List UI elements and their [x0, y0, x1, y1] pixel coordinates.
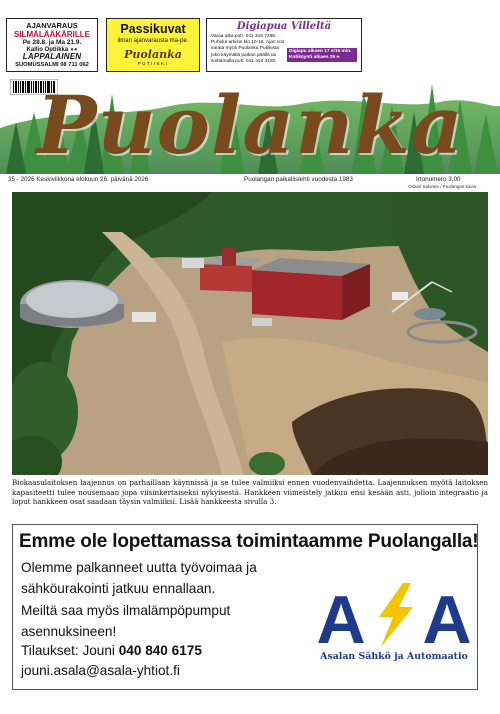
asala-ad-line2: sähköurakointi jatkuu ennallaan. [21, 581, 216, 596]
newspaper-tagline: Puolangan paikallislehti vuodesta 1983 [244, 176, 353, 183]
digital-help-ad [206, 18, 362, 72]
masthead-title: Puolanka [36, 78, 464, 172]
issue-info: 35 - 2026 Keskiviikkona elokuun 26. päivänä 2026 [8, 176, 149, 183]
asala-ad-headline: Emme ole lopettamassa toimintaamme Puolangalla! [19, 531, 479, 552]
passport-ad-brand-sub: PUTIIKKI [137, 61, 169, 66]
asala-phone-number: 040 840 6175 [118, 643, 202, 658]
passport-photo-ad [106, 18, 200, 72]
digital-help-ad-title: Digiapua Villeltä [236, 21, 332, 32]
lightning-bolt-icon [379, 583, 413, 647]
asala-ad-orders [21, 643, 202, 658]
asala-orders-label: Tilaukset: Jouni [21, 643, 115, 658]
digital-help-ad-price: Digiapu alkaen 17 e/15 min. Kotikäynti alkaen 25 e. [287, 48, 357, 62]
asala-email: jouni.asala@asala-yhtiot.fi [21, 663, 180, 678]
asala-advertisement [12, 524, 478, 690]
optician-ad-line1: AJANVARAUS [26, 21, 78, 30]
biogas-plant-aerial-photo [12, 192, 488, 475]
asala-company-name: Asalan Sähkö ja Automaatio [320, 651, 468, 662]
optician-ad-dates: Pe 28.8. ja Ma 21.9. [22, 39, 82, 46]
photo-credit: Oskari Salonen / Puolangan kuvia [408, 184, 476, 189]
asala-logo-icon [315, 583, 473, 647]
passport-ad-subtitle: ilman ajanvarausta ma-pe. [117, 38, 189, 44]
passport-ad-brand: Puolanka [124, 48, 182, 61]
asala-logo-letter-left: A [316, 583, 366, 647]
photo-caption: Biokaasulaitoksen laajennus on parhaillaan käynnissä ja se tulee valmiiksi ennen vuodenvaihdetta. Laajennuksen myötä laitoksen kapasiteetti tulee nousemaan jopa viisinkertaiseksi nykyisestä. Hankkeen viimeistely jatkuu ensi kesään asti, jolloin integraatio ja loput hankkeen osat saadaan täysin valmiiksi. Lisää hankkeesta sivulla 3. [12, 478, 488, 507]
asala-ad-line4: asennuksineen! [21, 624, 117, 639]
optician-ad [6, 18, 98, 72]
issue-price: Irtonumero 3,00 [416, 176, 461, 183]
optician-ad-phone: SUOMUSSALMI 08 711 062 [15, 62, 89, 68]
optician-ad-line2: SILMÄLÄÄKÄRILLE [14, 30, 90, 39]
asala-ad-line1: Olemme palkanneet uutta työvoimaa ja [21, 560, 257, 575]
digital-help-ad-body: Varaa aika puh. 041 319 7286. Puhelut arkisin klo 10-16. Ajan voit varata myös Puolanka Putiikista joko käymällä paikan päällä tai soittamalla puh. 041 310 4182. [211, 34, 285, 64]
asala-ad-line3: Meiltä saa myös ilmalämpöpumput [21, 603, 231, 618]
passport-ad-title: Passikuvat [120, 22, 186, 36]
asala-logo-letter-right: A [422, 583, 472, 647]
optician-logo-top: Kallio Optiikka [26, 47, 69, 53]
glasses-icon: ●● [70, 47, 78, 53]
optician-brand: LAPPALAINEN [22, 52, 82, 61]
